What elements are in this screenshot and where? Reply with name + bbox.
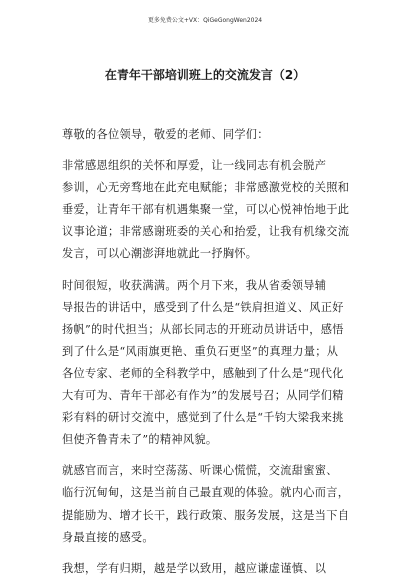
text-line: 提能励为、增才长干，践行政策、服务发展，这是当下自 xyxy=(62,508,350,522)
text-line: 大有可为、青年干部必有作为”的发展号召；从同学们精 xyxy=(62,389,344,403)
text-line: 临行沉甸甸，这是当前自己最直观的体验。就内心而言， xyxy=(62,486,350,500)
text-line: 议事论道；非常感谢班委的关心和抬爱，让我有机缘交流 xyxy=(62,225,350,239)
text-line: 时间很短，收获满满。两个月下来，我从省委领导辅 xyxy=(62,278,327,292)
paragraph xyxy=(62,460,350,548)
paragraph xyxy=(62,155,350,265)
text-line: 但使齐鲁青未了”的精神风貌。 xyxy=(62,433,218,447)
document-body xyxy=(62,124,350,580)
text-line: 就感官而言，来时空荡荡、听课心慌慌，交流甜蜜蜜、 xyxy=(62,464,338,478)
text-line: 参训，心无旁骛地在此充电赋能；非常感激党校的关照和 xyxy=(62,181,350,195)
paragraph xyxy=(62,275,350,452)
salutation: 尊敬的各位领导，敬爱的老师、同学们： xyxy=(62,128,269,141)
text-line: 垂爱，让青年干部有机遇集聚一堂，可以心悦神怡地于此 xyxy=(62,203,350,217)
text-line: 各位专家、老师的全科教学中，感触到了什么是“现代化 xyxy=(62,366,344,380)
document-title: 在青年干部培训班上的交流发言（2） xyxy=(104,68,306,82)
text-line: 扬帆”的时代担当；从部长同志的开班动员讲话中，感悟 xyxy=(62,322,344,336)
text-line: 我想，学有归期，越是学以致用，越应谦虚谨慎、以 xyxy=(62,561,327,575)
text-line: 非常感恩组织的关怀和厚爱，让一线同志有机会脱产 xyxy=(62,159,327,173)
text-line: 发言，可以心潮澎湃地就此一抒胸怀。 xyxy=(62,247,258,261)
text-line: 到了什么是“风雨旗更艳、重负石更坚”的真理力量；从 xyxy=(62,344,339,358)
text-line: 彩有料的研讨交流中，感觉到了什么是“千钧大梁我来挑 xyxy=(62,411,344,425)
text-line: 导报告的讲话中，感受到了什么是“铁肩担道义、风正好 xyxy=(62,300,344,314)
page-header: 更多免费公文+VX：QiGeGongWen2024 xyxy=(147,17,263,24)
paragraph xyxy=(62,558,350,580)
text-line: 身最直接的感受。 xyxy=(62,530,154,544)
